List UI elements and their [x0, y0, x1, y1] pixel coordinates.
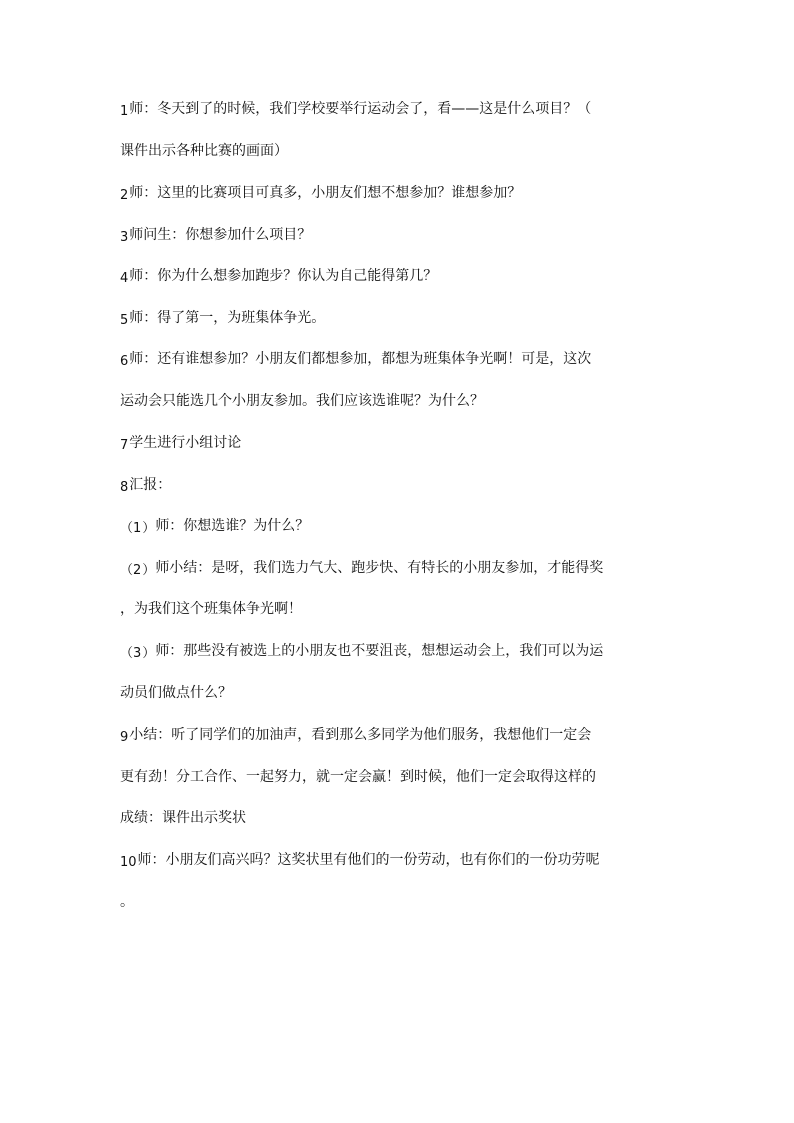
- sub-item-close-paren: ）: [142, 521, 156, 536]
- paragraph-text: 课件出示各种比赛的画面）: [120, 143, 288, 159]
- paragraph-number: 1: [120, 104, 129, 119]
- paragraph-text: 运动会只能选几个小朋友参加。我们应该选谁呢？为什么？: [120, 393, 484, 409]
- paragraph-line: [120, 349, 680, 370]
- paragraph-line: [120, 558, 680, 579]
- paragraph-line: [120, 850, 680, 871]
- paragraph-line: [120, 99, 680, 120]
- paragraph-text: 更有劲！分工合作、一起努力，就一定会赢！到时候，他们一定会取得这样的: [120, 769, 596, 785]
- paragraph-line: [120, 725, 680, 746]
- paragraph-line: [120, 516, 680, 537]
- paragraph-line: [120, 141, 680, 161]
- paragraph-line: [120, 808, 680, 828]
- paragraph-text: 师问生：你想参加什么项目？: [129, 227, 312, 243]
- paragraph-text: 汇报：: [129, 477, 172, 493]
- paragraph-text: 师：还有谁想参加？小朋友们都想参加，都想为班集体争光啊！可是，这次: [129, 351, 592, 367]
- paragraph-text: 学生进行小组讨论: [129, 435, 242, 451]
- paragraph-number: 5: [120, 313, 129, 328]
- paragraph-text: 师：那些没有被选上的小朋友也不要沮丧，想想运动会上，我们可以为运: [155, 643, 604, 659]
- sub-item-open-paren: （: [120, 563, 134, 578]
- paragraph-line: [120, 475, 680, 496]
- paragraph-line: [120, 308, 680, 329]
- paragraph-line: [120, 433, 680, 454]
- paragraph-text: 师：得了第一，为班集体争光。: [129, 310, 326, 326]
- paragraph-line: [120, 266, 680, 287]
- paragraph-text: 师：你为什么想参加跑步？你认为自己能得第几？: [129, 268, 438, 284]
- paragraph-number: 9: [120, 730, 129, 745]
- paragraph-number: 3: [120, 230, 129, 245]
- paragraph-line: [120, 683, 680, 703]
- paragraph-text: 师：这里的比赛项目可真多，小朋友们想不想参加？谁想参加？: [129, 185, 522, 201]
- paragraph-line: [120, 892, 680, 912]
- sub-item-close-paren: ）: [142, 563, 156, 578]
- paragraph-line: [120, 641, 680, 662]
- paragraph-number: 4: [120, 271, 129, 286]
- paragraph-line: [120, 225, 680, 246]
- paragraph-text: 动员们做点什么？: [120, 685, 232, 701]
- paragraph-text: 。: [120, 894, 134, 910]
- paragraph-text: 小结：听了同学们的加油声，看到那么多同学为他们服务，我想他们一定会: [129, 727, 592, 743]
- paragraph-text: 师小结：是呀，我们选力气大、跑步快、有特长的小朋友参加，才能得奖: [155, 560, 604, 576]
- paragraph-line: [120, 599, 680, 619]
- sub-item-number: 1: [133, 521, 142, 536]
- paragraph-text: 师：你想选谁？为什么？: [155, 518, 310, 534]
- paragraph-number: 2: [120, 188, 129, 203]
- paragraph-line: [120, 767, 680, 787]
- sub-item-open-paren: （: [120, 646, 134, 661]
- paragraph-number: 8: [120, 480, 129, 495]
- paragraph-number: 10: [120, 855, 137, 870]
- sub-item-number: 2: [133, 563, 142, 578]
- paragraph-text: ，为我们这个班集体争光啊！: [120, 601, 302, 617]
- paragraph-line: [120, 183, 680, 204]
- paragraph-number: 6: [120, 354, 129, 369]
- paragraph-text: 师：冬天到了的时候，我们学校要举行运动会了，看——这是什么项目？（: [129, 101, 592, 117]
- sub-item-open-paren: （: [120, 521, 134, 536]
- paragraph-number: 7: [120, 438, 129, 453]
- paragraph-text: 师：小朋友们高兴吗？这奖状里有他们的一份劳动，也有你们的一份功劳呢: [137, 852, 600, 868]
- sub-item-close-paren: ）: [142, 646, 156, 661]
- paragraph-text: 成绩：课件出示奖状: [120, 810, 246, 826]
- paragraph-line: [120, 391, 680, 411]
- sub-item-number: 3: [133, 646, 142, 661]
